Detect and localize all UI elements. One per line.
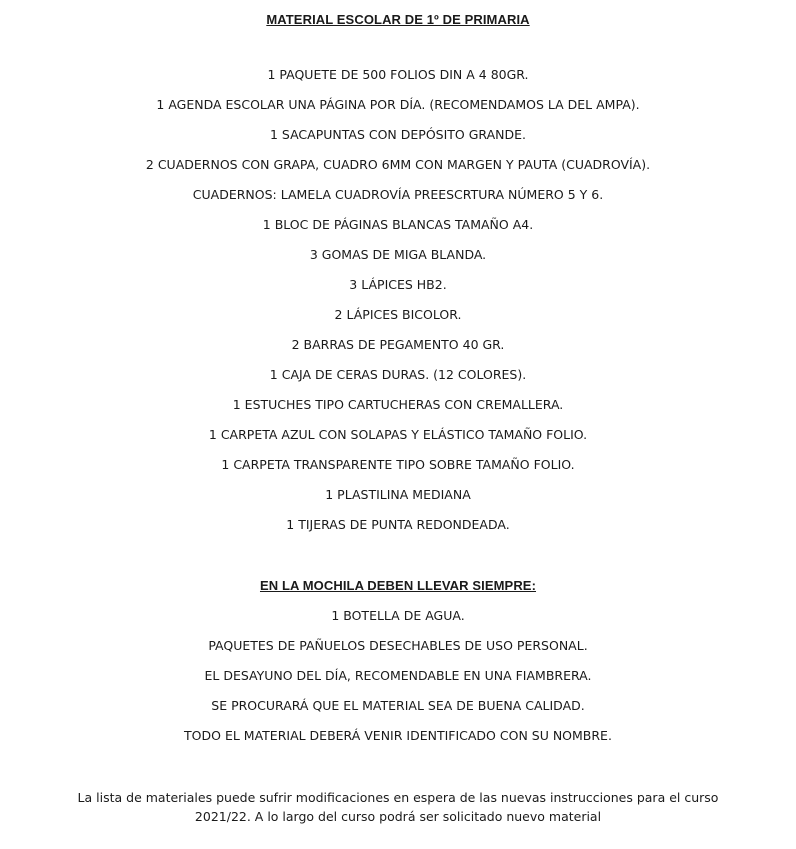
page-title: MATERIAL ESCOLAR DE 1º DE PRIMARIA xyxy=(266,12,530,27)
list-item: 3 GOMAS DE MIGA BLANDA. xyxy=(309,247,487,262)
list-item: 1 CARPETA TRANSPARENTE TIPO SOBRE TAMAÑO FOLIO. xyxy=(221,457,575,472)
list-item: 2 CUADERNOS CON GRAPA, CUADRO 6MM CON MARGEN Y PAUTA (CUADROVÍA). xyxy=(145,157,651,172)
list-item: 1 PAQUETE DE 500 FOLIOS DIN A 4 80GR. xyxy=(267,67,529,82)
list-item: 1 PLASTILINA MEDIANA xyxy=(325,487,471,502)
list-item: 1 TIJERAS DE PUNTA REDONDEADA. xyxy=(286,517,510,532)
list-item: 1 ESTUCHES TIPO CARTUCHERAS CON CREMALLERA. xyxy=(232,397,564,412)
materials-list xyxy=(0,65,796,545)
list-item: 1 BOTELLA DE AGUA. xyxy=(331,608,465,623)
list-item: 1 CAJA DE CERAS DURAS. (12 COLORES). xyxy=(269,367,527,382)
list-item: CUADERNOS: LAMELA CUADROVÍA PREESCRTURA NÚMERO 5 Y 6. xyxy=(192,187,604,202)
backpack-heading: EN LA MOCHILA DEBEN LLEVAR SIEMPRE: xyxy=(259,578,537,593)
list-item: EL DESAYUNO DEL DÍA, RECOMENDABLE EN UNA FIAMBRERA. xyxy=(204,668,592,683)
list-item: 2 BARRAS DE PEGAMENTO 40 GR. xyxy=(291,337,505,352)
list-item: 1 BLOC DE PÁGINAS BLANCAS TAMAÑO A4. xyxy=(262,217,534,232)
list-item: SE PROCURARÁ QUE EL MATERIAL SEA DE BUENA CALIDAD. xyxy=(211,698,585,713)
list-item: 1 CARPETA AZUL CON SOLAPAS Y ELÁSTICO TAMAÑO FOLIO. xyxy=(208,427,588,442)
list-item: TODO EL MATERIAL DEBERÁ VENIR IDENTIFICADO CON SU NOMBRE. xyxy=(184,728,612,743)
backpack-list xyxy=(0,606,796,756)
list-item: 2 LÁPICES BICOLOR. xyxy=(334,307,462,322)
footer-note: La lista de materiales puede sufrir modificaciones en espera de las nuevas instrucciones para el curso 2021/22. A lo largo del curso podrá ser solicitado nuevo material xyxy=(77,790,719,824)
list-item: 1 SACAPUNTAS CON DEPÓSITO GRANDE. xyxy=(270,127,526,142)
list-item: PAQUETES DE PAÑUELOS DESECHABLES DE USO PERSONAL. xyxy=(208,638,588,653)
list-item: 1 AGENDA ESCOLAR UNA PÁGINA POR DÍA. (RECOMENDAMOS LA DEL AMPA). xyxy=(156,97,640,112)
list-item: 3 LÁPICES HB2. xyxy=(349,277,447,292)
